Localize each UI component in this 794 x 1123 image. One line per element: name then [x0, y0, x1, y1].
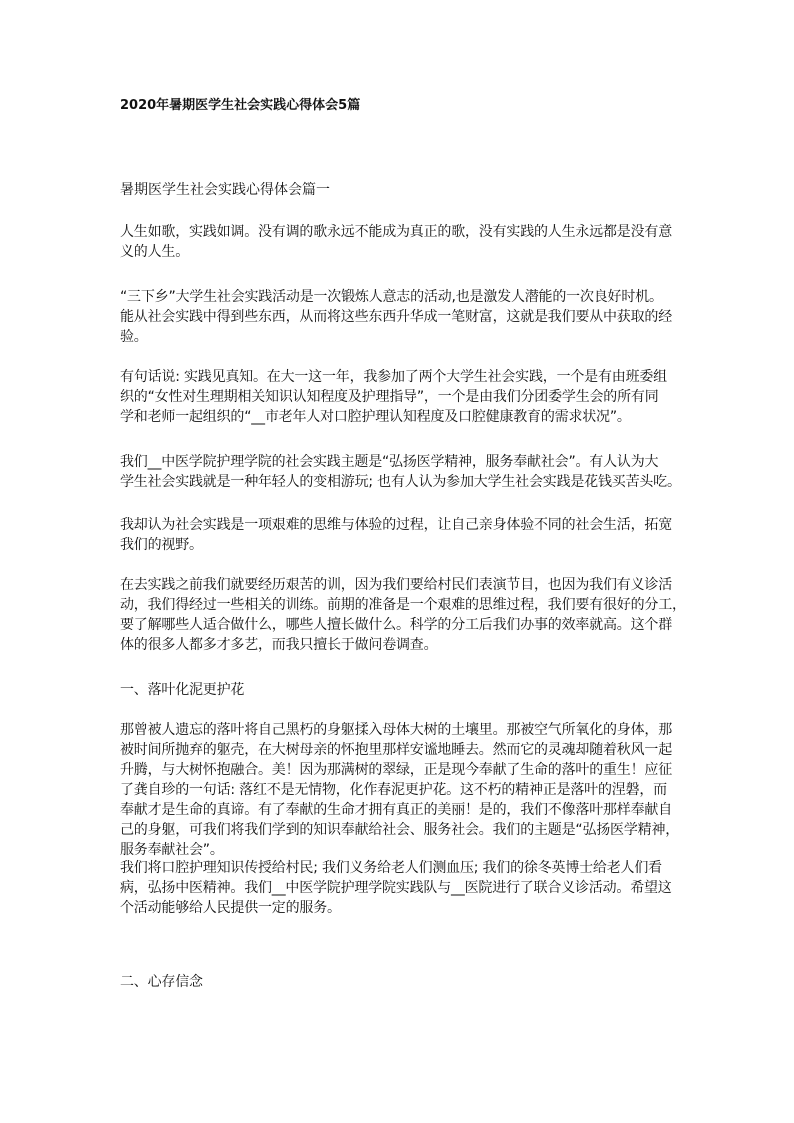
paragraph — [120, 452, 690, 492]
paragraph-line: 义的人生。 — [120, 244, 189, 260]
subsection-heading — [120, 680, 690, 700]
subsection-heading — [120, 972, 690, 992]
paragraph-line: 我们__中医学院护理学院的社会实践主题是“弘扬医学精神，服务奉献社会”。有人认为大 — [120, 454, 659, 470]
paragraph-line: 有句话说: 实践见真知。在大一这一年，我参加了两个大学生社会实践，一个是有由班委组 — [120, 369, 667, 385]
paragraph-line: 了龚自珍的一句话: 落红不是无情物，化作春泥更护花。这不朽的精神正是落叶的涅磐，而 — [120, 782, 667, 798]
paragraph-line: 己的身躯，可我们将我们学到的知识奉献给社会、服务社会。我们的主题是“弘扬医学精神， — [120, 822, 680, 838]
paragraph-line: 学生社会实践就是一种年轻人的变相游玩; 也有人认为参加大学生社会实践是花钱买苦头吃。 — [120, 474, 681, 490]
paragraph-line: 奉献才是生命的真谛。有了奉献的生命才拥有真正的美丽！是的，我们不像落叶那样奉献自 — [120, 802, 672, 818]
paragraph-line: 动，我们得经过一些相关的训练。前期的准备是一个艰难的思维过程，我们要有很好的分工， — [120, 597, 686, 613]
paragraph-line: 被时间所抛弃的躯壳，在大树母亲的怀抱里那样安谧地睡去。然而它的灵魂却随着秋风一起 — [120, 742, 672, 758]
paragraph-line: 学和老师一起组织的“__市老年人对口腔护理认知程度及口腔健康教育的需求状况”。 — [120, 409, 631, 425]
paragraph-line: 二、心存信念 — [120, 974, 203, 990]
paragraph-line: 要了解哪些人适合做什么，哪些人擅长做什么。科学的分工后我们办事的效率就高。这个群 — [120, 617, 672, 633]
section-title: 暑期医学生社会实践心得体会篇一 — [120, 182, 330, 198]
paragraph-line: “三下乡”大学生社会实践活动是一次锻炼人意志的活动,也是激发人潜能的一次良好时机。 — [120, 289, 663, 305]
paragraph-line: 病，弘扬中医精神。我们__中医学院护理学院实践队与__医院进行了联合义诊活动。希望这 — [120, 880, 672, 896]
paragraph-line: 升腾，与大树怀抱融合。美！因为那满树的翠绿，正是现今奉献了生命的落叶的重生！应征 — [120, 762, 672, 778]
paragraph — [120, 222, 690, 262]
paragraph-line: 我们的视野。 — [120, 537, 203, 553]
paragraph — [120, 367, 690, 427]
paragraph-line: 服务奉献社会”。 — [120, 842, 224, 858]
paragraph-line: 我却认为社会实践是一项艰难的思维与体验的过程，让自己亲身体验不同的社会生活，拓宽 — [120, 517, 672, 533]
paragraph — [120, 287, 690, 347]
paragraph-line: 人生如歌，实践如调。没有调的歌永远不能成为真正的歌，没有实践的人生永远都是没有意 — [120, 224, 672, 240]
paragraph-line: 能从社会实践中得到些东西，从而将这些东西升华成一笔财富，这就是我们要从中获取的经 — [120, 309, 672, 325]
paragraph-line: 织的“女性对生理期相关知识认知程度及护理指导”，一个是由我们分团委学生会的所有同 — [120, 389, 659, 405]
paragraph — [120, 515, 690, 555]
paragraph-line: 个活动能够给人民提供一定的服务。 — [120, 900, 341, 916]
document-title: 2020年暑期医学生社会实践心得体会5篇 — [120, 98, 361, 113]
paragraph-line: 一、落叶化泥更护花 — [120, 682, 245, 698]
paragraph — [120, 858, 690, 918]
paragraph-line: 体的很多人都多才多艺，而我只擅长于做问卷调查。 — [120, 637, 438, 653]
paragraph-line: 验。 — [120, 329, 148, 345]
paragraph-line: 在去实践之前我们就要经历艰苦的训，因为我们要给村民们表演节目，也因为我们有义诊活 — [120, 577, 672, 593]
paragraph — [120, 720, 690, 860]
paragraph-line: 我们将口腔护理知识传授给村民; 我们义务给老人们测血压; 我们的徐冬英博士给老人们看 — [120, 860, 662, 876]
paragraph-line: 那曾被人遗忘的落叶将自己黑朽的身躯揉入母体大树的土壤里。那被空气所氧化的身体，那 — [120, 722, 672, 738]
paragraph — [120, 575, 690, 655]
